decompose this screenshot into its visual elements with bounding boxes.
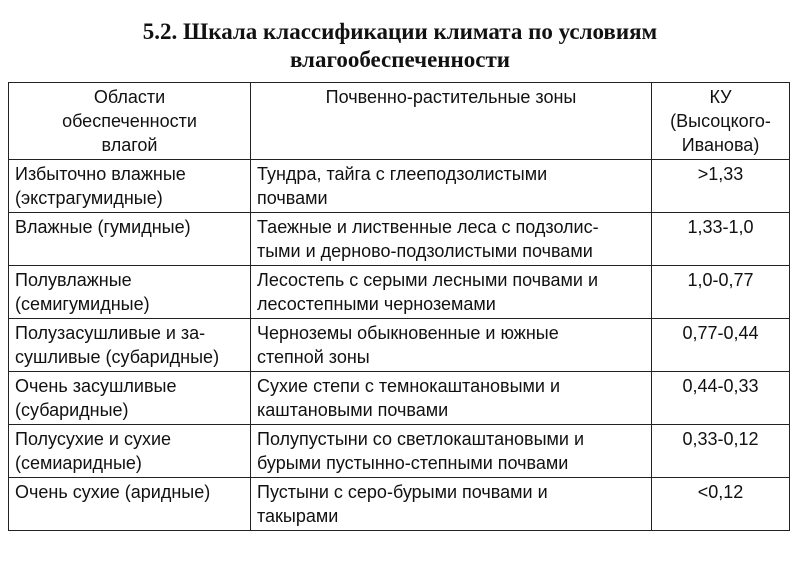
region-cell-line: (семиаридные) [15, 453, 142, 473]
ku-cell [652, 266, 790, 319]
ku-value: 0,77-0,44 [682, 323, 759, 343]
zone-cell-line: Черноземы обыкновенные и южные [257, 323, 559, 343]
ku-cell [652, 319, 790, 372]
zone-cell [251, 425, 652, 478]
ku-value: 0,33-0,12 [682, 429, 759, 449]
ku-cell [652, 213, 790, 266]
table-row [9, 160, 790, 213]
ku-cell [652, 372, 790, 425]
region-cell-line: Полувлажные [15, 270, 132, 290]
zone-cell-line: бурыми пустынно-степными почвами [257, 453, 569, 473]
header-ku [652, 83, 790, 160]
region-cell-line: сушливые (субаридные) [15, 347, 220, 367]
region-cell-line: Очень засушливые [15, 376, 177, 396]
climate-classification-table [8, 82, 790, 531]
title-line-2: влагообеспеченности [289, 47, 511, 72]
ku-cell [652, 425, 790, 478]
ku-value: 0,44-0,33 [682, 376, 759, 396]
page-title [0, 18, 800, 74]
zone-cell [251, 478, 652, 531]
ku-cell [652, 160, 790, 213]
header-zones-label: Почвенно-растительные зоны [325, 87, 577, 107]
table-header-row [9, 83, 790, 160]
table-row [9, 372, 790, 425]
zone-cell [251, 266, 652, 319]
header-regions-line: влагой [101, 135, 158, 155]
region-cell [9, 213, 251, 266]
zone-cell-line: Полупустыни со светлокаштановыми и [257, 429, 585, 449]
ku-value: 1,0-0,77 [687, 270, 754, 290]
header-regions [9, 83, 251, 160]
region-cell [9, 372, 251, 425]
zone-cell-line: такырами [257, 506, 339, 526]
region-cell-line: (субаридные) [15, 400, 129, 420]
header-ku-line: (Высоцкого- [670, 111, 771, 131]
zone-cell-line: степной зоны [257, 347, 370, 367]
ku-value: >1,33 [697, 164, 744, 184]
title-line-1: 5.2. Шкала классификации климата по условиям [142, 19, 658, 44]
zone-cell-line: тыми и дерново-подзолистыми почвами [257, 241, 593, 261]
zone-cell [251, 319, 652, 372]
region-cell [9, 319, 251, 372]
header-zones [251, 83, 652, 160]
zone-cell-line: Таежные и лиственные леса с подзолис- [257, 217, 599, 237]
region-cell [9, 478, 251, 531]
region-cell-line: Полузасушливые и за- [15, 323, 206, 343]
zone-cell-line: почвами [257, 188, 328, 208]
region-cell [9, 160, 251, 213]
region-cell-line: Влажные (гумидные) [15, 217, 191, 237]
region-cell-line: (экстрагумидные) [15, 188, 163, 208]
header-regions-line: Области [93, 87, 166, 107]
table-row [9, 478, 790, 531]
header-ku-line: Иванова) [681, 135, 760, 155]
table-row [9, 319, 790, 372]
region-cell [9, 266, 251, 319]
zone-cell-line: Тундра, тайга с глееподзолистыми [257, 164, 548, 184]
table-body [9, 160, 790, 531]
zone-cell [251, 160, 652, 213]
zone-cell-line: Лесостепь с серыми лесными почвами и [257, 270, 599, 290]
zone-cell-line: лесостепными черноземами [257, 294, 496, 314]
table-row [9, 266, 790, 319]
header-regions-line: обеспеченности [62, 111, 197, 131]
header-ku-line: КУ [709, 87, 732, 107]
table-row [9, 425, 790, 478]
region-cell-line: Полусухие и сухие [15, 429, 172, 449]
table-row [9, 213, 790, 266]
ku-value: <0,12 [697, 482, 744, 502]
region-cell-line: Очень сухие (аридные) [15, 482, 211, 502]
zone-cell-line: Сухие степи с темнокаштановыми и [257, 376, 561, 396]
zone-cell-line: Пустыни с серо-бурыми почвами и [257, 482, 548, 502]
ku-value: 1,33-1,0 [687, 217, 754, 237]
region-cell [9, 425, 251, 478]
region-cell-line: (семигумидные) [15, 294, 150, 314]
zone-cell [251, 372, 652, 425]
ku-cell [652, 478, 790, 531]
zone-cell-line: каштановыми почвами [257, 400, 449, 420]
region-cell-line: Избыточно влажные [15, 164, 186, 184]
zone-cell [251, 213, 652, 266]
